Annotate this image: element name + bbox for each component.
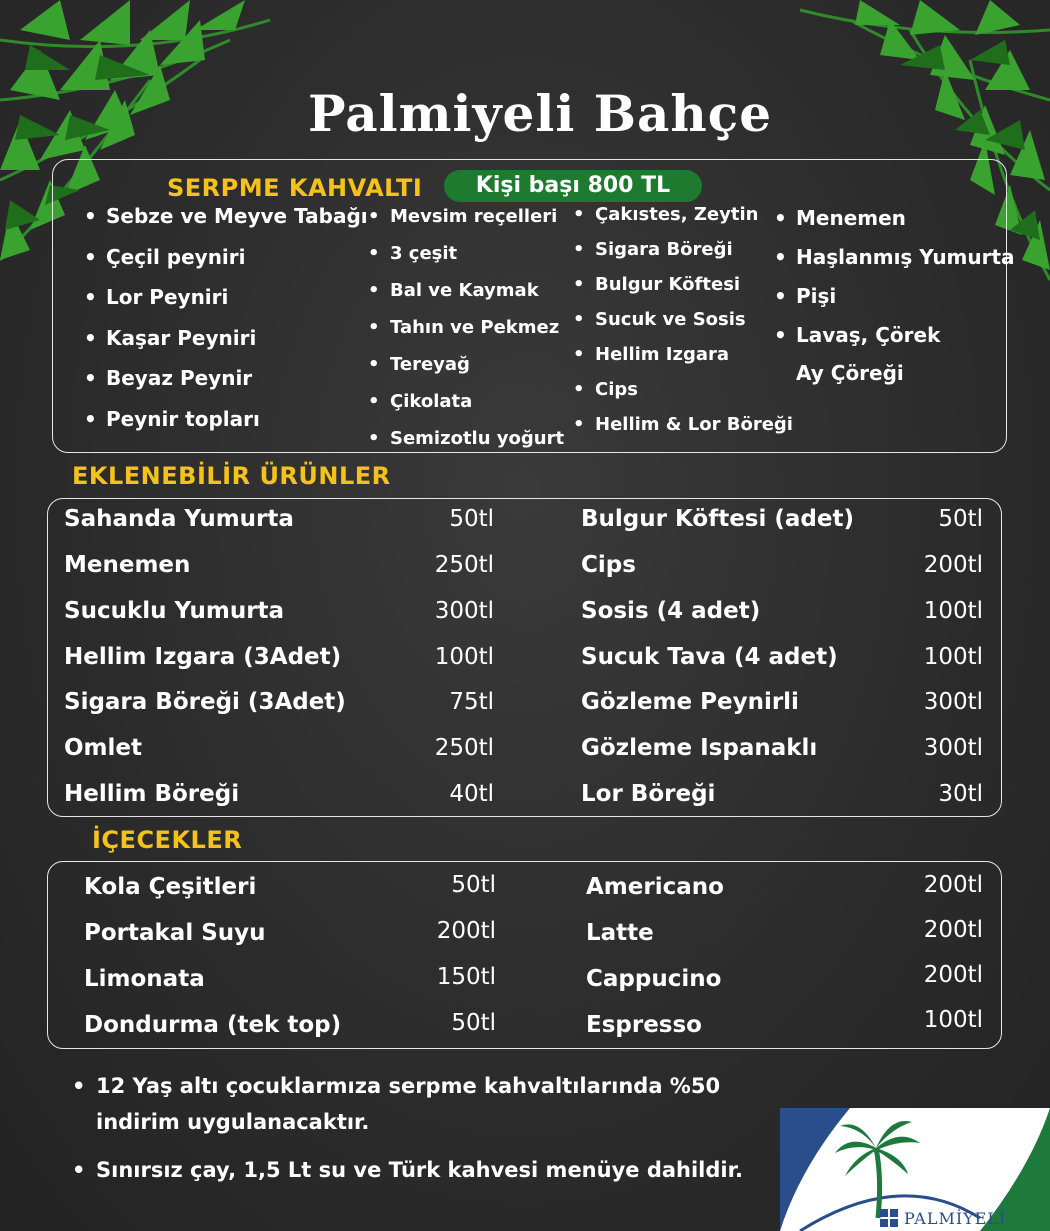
menu-item-price: 100tl: [923, 644, 983, 670]
list-item: • Cips: [571, 378, 793, 402]
serpme-heading: SERPME KAHVALTI: [167, 174, 423, 202]
list-item: • Tahın ve Pekmez: [366, 316, 564, 340]
footer-notes: [70, 1068, 796, 1188]
menu-item-price: 300tl: [434, 598, 494, 624]
menu-item-price: 300tl: [923, 689, 983, 715]
menu-item-price: 200tl: [923, 872, 983, 898]
menu-item-price: 150tl: [436, 964, 496, 990]
menu-item-price: 250tl: [434, 735, 494, 761]
menu-item-name: Hellim Böreği: [64, 781, 240, 807]
list-item: • Sigara Böreği: [571, 238, 793, 262]
menu-item-price: 40tl: [449, 781, 494, 807]
list-item: • Hellim & Lor Böreği: [571, 413, 793, 437]
menu-item-price: 250tl: [434, 552, 494, 578]
list-item: • Lavaş, Çörek: [772, 322, 1015, 348]
menu-item-price: 50tl: [449, 506, 494, 532]
list-item: • Tereyağ: [366, 353, 564, 377]
menu-item-name: Sosis (4 adet): [581, 598, 761, 624]
menu-item-price: 200tl: [923, 917, 983, 943]
menu-item-name: Cips: [581, 552, 636, 578]
menu-item-name: Cappucino: [586, 966, 722, 992]
list-item: • Semizotlu yoğurt: [366, 427, 564, 451]
menu-item-price: 200tl: [436, 918, 496, 944]
menu-item-name: Latte: [586, 920, 654, 946]
menu-item-name: Gözleme Ispanaklı: [581, 735, 818, 761]
list-item: • Kaşar Peyniri: [82, 325, 368, 351]
serpme-column-2: [366, 205, 564, 451]
menu-item-name: Sahanda Yumurta: [64, 506, 294, 532]
menu-item-name: Sucuklu Yumurta: [64, 598, 285, 624]
serpme-column-4: [772, 205, 1015, 386]
menu-item-name: Portakal Suyu: [84, 920, 266, 946]
list-item: • Sebze ve Meyve Tabağı: [82, 203, 368, 229]
list-item: • Haşlanmış Yumurta: [772, 244, 1015, 270]
note-item: • Sınırsız çay, 1,5 Lt su ve Türk kahvesi menüye dahildir.: [70, 1152, 796, 1188]
note-item: • 12 Yaş altı çocuklarmıza serpme kahvaltılarında %50 indirim uygulanacaktır.: [70, 1068, 796, 1140]
menu-item-name: Limonata: [84, 966, 205, 992]
menu-item-price: 50tl: [451, 1010, 496, 1036]
list-item: • Hellim Izgara: [571, 343, 793, 367]
list-item: • Beyaz Peynir: [82, 365, 368, 391]
menu-item-name: Kola Çeşitleri: [84, 874, 257, 900]
menu-item-price: 100tl: [923, 598, 983, 624]
list-item: • Mevsim reçelleri: [366, 205, 564, 229]
menu-item-name: Dondurma (tek top): [84, 1012, 342, 1038]
menu-item-price: 100tl: [923, 1007, 983, 1033]
menu-item-price: 75tl: [449, 689, 494, 715]
page-title: Palmiyeli Bahçe: [307, 84, 773, 143]
list-item: • Bulgur Köftesi: [571, 273, 793, 297]
menu-item-price: 300tl: [923, 735, 983, 761]
menu-item-name: Sucuk Tava (4 adet): [581, 644, 838, 670]
menu-item-name: Gözleme Peynirli: [581, 689, 799, 715]
menu-item-name: Hellim Izgara (3Adet): [64, 644, 342, 670]
menu-item-name: Omlet: [64, 735, 142, 761]
menu-item-price: 200tl: [923, 962, 983, 988]
serpme-column-1: [82, 203, 368, 432]
menu-item-price: 50tl: [451, 872, 496, 898]
menu-item-price: 50tl: [938, 506, 983, 532]
list-item: • 3 çeşit: [366, 242, 564, 266]
list-item: • Lor Peyniri: [82, 284, 368, 310]
eklenebilir-heading: EKLENEBİLİR ÜRÜNLER: [72, 462, 391, 490]
menu-item-name: Menemen: [64, 552, 191, 578]
list-item: • Pişi: [772, 283, 1015, 309]
menu-item-price: 100tl: [434, 644, 494, 670]
list-item: • Bal ve Kaymak: [366, 279, 564, 303]
list-item: • Peynir topları: [82, 406, 368, 432]
menu-item-name: Americano: [586, 874, 724, 900]
icecekler-heading: İÇECEKLER: [92, 826, 243, 854]
menu-item-name: Sigara Böreği (3Adet): [64, 689, 346, 715]
list-item: Ay Çöreği: [796, 361, 904, 385]
list-item: • Çeçil peyniri: [82, 244, 368, 270]
menu-item-price: 30tl: [938, 781, 983, 807]
menu-item-name: Bulgur Köftesi (adet): [581, 506, 854, 532]
serpme-column-3: [571, 203, 793, 437]
menu-item-name: Espresso: [586, 1012, 702, 1038]
list-item: • Sucuk ve Sosis: [571, 308, 793, 332]
menu-item-name: Lor Böreği: [581, 781, 716, 807]
price-badge: Kişi başı 800 TL: [444, 170, 702, 202]
logo-text: PALMİYELİ: [904, 1209, 1007, 1228]
palmiyeli-logo: [780, 1108, 1050, 1231]
list-item: • Çakıstes, Zeytin: [571, 203, 793, 227]
menu-item-price: 200tl: [923, 552, 983, 578]
list-item: • Menemen: [772, 205, 1015, 231]
list-item: • Çikolata: [366, 390, 564, 414]
